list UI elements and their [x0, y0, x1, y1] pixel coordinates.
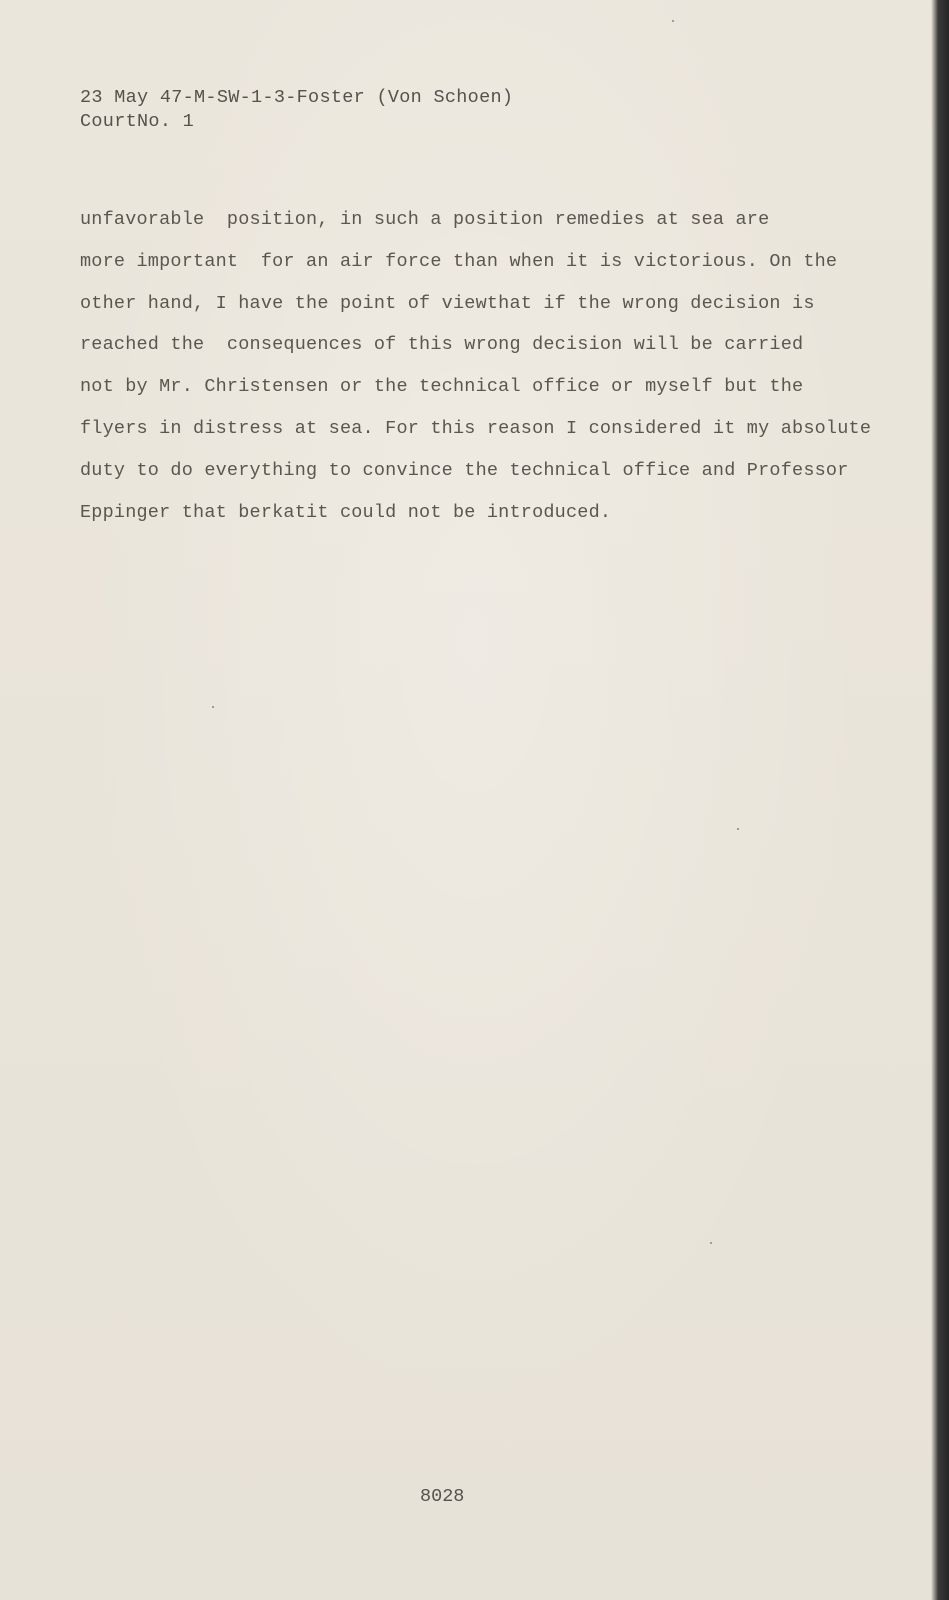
- transcript-line: duty to do everything to convince the technical office and Professor: [80, 459, 849, 481]
- header-session-line: 23 May 47-M-SW-1-3-Foster (Von Schoen): [80, 87, 514, 108]
- transcript-line: other hand, I have the point of viewthat if the wrong decision is: [80, 292, 815, 314]
- document-header: [80, 86, 513, 134]
- paper-speck: [710, 1242, 712, 1244]
- transcript-line: Eppinger that berkatit could not be introduced.: [80, 501, 612, 523]
- transcript-line: reached the consequences of this wrong decision will be carried: [80, 334, 804, 356]
- transcript-body: [80, 208, 872, 542]
- page-number: 8028: [420, 1486, 465, 1507]
- paper-speck: [737, 828, 739, 830]
- transcript-line: unfavorable position, in such a position remedies at sea are: [80, 209, 770, 230]
- paper-speck: [672, 20, 674, 22]
- paper-speck: [212, 706, 214, 708]
- header-court-line: CourtNo. 1: [80, 111, 195, 132]
- transcript-line: flyers in distress at sea. For this reason I considered it my absolute: [80, 417, 872, 439]
- transcript-line: not by Mr. Christensen or the technical office or myself but the: [80, 376, 804, 398]
- transcript-line: more important for an air force than when it is victorious. On the: [80, 250, 838, 272]
